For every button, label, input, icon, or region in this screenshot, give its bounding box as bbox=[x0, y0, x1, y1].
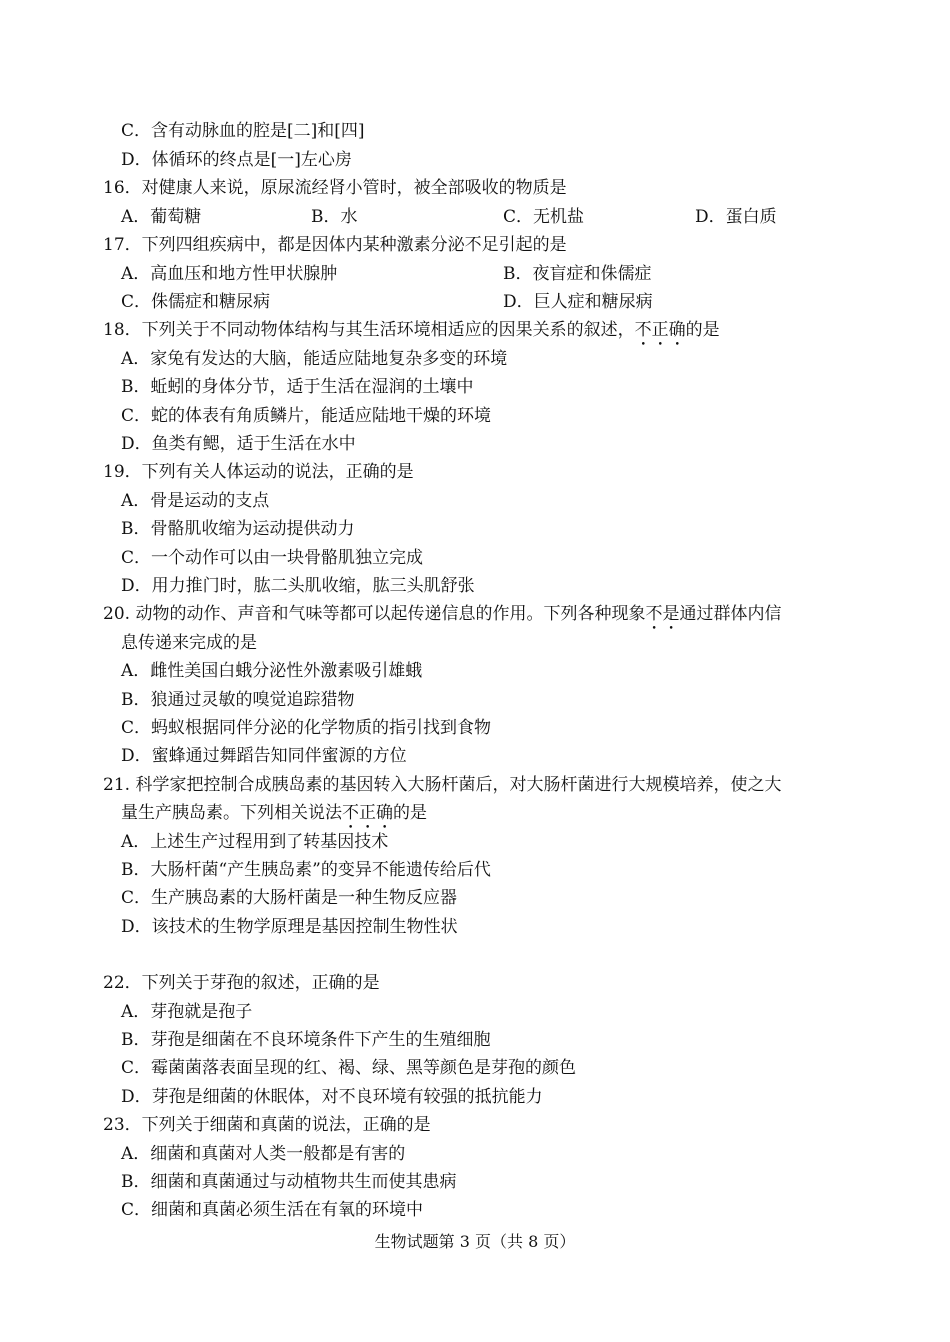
q21-option-a: A．上述生产过程用到了转基因技术 bbox=[121, 832, 389, 852]
q23-option-a: A．细菌和真菌对人类一般都是有害的 bbox=[121, 1144, 406, 1164]
q17-stem: 17．下列四组疾病中，都是因体内某种激素分泌不足引起的是 bbox=[103, 235, 567, 255]
q21-stem-pre: 量生产胰岛素。下列相关说法 bbox=[121, 803, 342, 823]
q15-option-c: C．含有动脉血的腔是[二]和[四] bbox=[121, 121, 365, 141]
q18-stem-post: 的是 bbox=[685, 320, 720, 340]
q20-stem-pre: 20. 动物的动作、声音和气味等都可以起传递信息的作用。下列各种现象 bbox=[103, 604, 646, 624]
page-footer: 生物试题第 3 页（共 8 页） bbox=[374, 1232, 576, 1251]
q16-stem: 16．对健康人来说，原尿流经肾小管时，被全部吸收的物质是 bbox=[103, 178, 567, 198]
q18-stem-pre: 18．下列关于不同动物体结构与其生活环境相适应的因果关系的叙述， bbox=[103, 320, 635, 340]
q18-option-d: D．鱼类有鳃，适于生活在水中 bbox=[121, 434, 356, 454]
q20-option-d: D．蜜蜂通过舞蹈告知同伴蜜源的方位 bbox=[121, 746, 407, 766]
q23-stem: 23．下列关于细菌和真菌的说法，正确的是 bbox=[103, 1115, 431, 1135]
q22-option-a: A．芽孢就是孢子 bbox=[121, 1002, 253, 1022]
q19-stem: 19．下列有关人体运动的说法，正确的是 bbox=[103, 462, 414, 482]
q16-option-c: C．无机盐 bbox=[503, 207, 585, 227]
q17-option-d: D．巨人症和糖尿病 bbox=[503, 292, 653, 312]
q17-option-a: A．高血压和地方性甲状腺肿 bbox=[121, 264, 338, 284]
q16-option-a: A．葡萄糖 bbox=[121, 207, 202, 227]
q18-stem-emphasis: 不正确 bbox=[634, 320, 686, 340]
q20-stem-emphasis: 不是 bbox=[645, 604, 680, 624]
q16-option-b: B．水 bbox=[311, 207, 358, 227]
q20-stem-post: 通过群体内信 bbox=[679, 604, 782, 624]
q18-option-c: C．蛇的体表有角质鳞片，能适应陆地干燥的环境 bbox=[121, 406, 492, 426]
q22-stem: 22．下列关于芽孢的叙述，正确的是 bbox=[103, 973, 380, 993]
q19-option-b: B．骨骼肌收缩为运动提供动力 bbox=[121, 519, 355, 539]
q15-option-d: D．体循环的终点是[一]左心房 bbox=[121, 150, 352, 170]
q20-stem-line2: 息传递来完成的是 bbox=[121, 633, 257, 653]
q17-option-c: C．侏儒症和糖尿病 bbox=[121, 292, 271, 312]
q18-option-a: A．家兔有发达的大脑，能适应陆地复杂多变的环境 bbox=[121, 349, 508, 369]
q19-option-c: C．一个动作可以由一块骨骼肌独立完成 bbox=[121, 548, 424, 568]
q21-stem-line1: 21. 科学家把控制合成胰岛素的基因转入大肠杆菌后，对大肠杆菌进行大规模培养，使之大 bbox=[103, 775, 782, 795]
q20-option-b: B．狼通过灵敏的嗅觉追踪猎物 bbox=[121, 690, 355, 710]
q19-option-a: A．骨是运动的支点 bbox=[121, 491, 270, 511]
q16-option-d: D．蛋白质 bbox=[695, 207, 777, 227]
q21-option-c: C．生产胰岛素的大肠杆菌是一种生物反应器 bbox=[121, 888, 458, 908]
q22-option-c: C．霉菌菌落表面呈现的红、褐、绿、黑等颜色是芽孢的颜色 bbox=[121, 1058, 577, 1078]
q23-option-c: C．细菌和真菌必须生活在有氧的环境中 bbox=[121, 1200, 424, 1220]
q23-option-b: B．细菌和真菌通过与动植物共生而使其患病 bbox=[121, 1172, 457, 1192]
q21-option-b: B．大肠杆菌“产生胰岛素”的变异不能遗传给后代 bbox=[121, 860, 491, 880]
q20-option-a: A．雌性美国白蛾分泌性外激素吸引雄蛾 bbox=[121, 661, 423, 681]
q21-stem-post: 的是 bbox=[393, 803, 427, 823]
q21-option-d: D．该技术的生物学原理是基因控制生物性状 bbox=[121, 917, 458, 937]
q22-option-b: B．芽孢是细菌在不良环境条件下产生的生殖细胞 bbox=[121, 1030, 491, 1050]
q18-option-b: B．蚯蚓的身体分节，适于生活在湿润的土壤中 bbox=[121, 377, 474, 397]
q17-option-b: B．夜盲症和侏儒症 bbox=[503, 264, 652, 284]
q21-stem-emphasis: 不正确 bbox=[342, 803, 393, 823]
q19-option-d: D．用力推门时，肱二头肌收缩，肱三头肌舒张 bbox=[121, 576, 475, 596]
q22-option-d: D．芽孢是细菌的休眠体，对不良环境有较强的抵抗能力 bbox=[121, 1087, 543, 1107]
q20-option-c: C．蚂蚁根据同伴分泌的化学物质的指引找到食物 bbox=[121, 718, 492, 738]
